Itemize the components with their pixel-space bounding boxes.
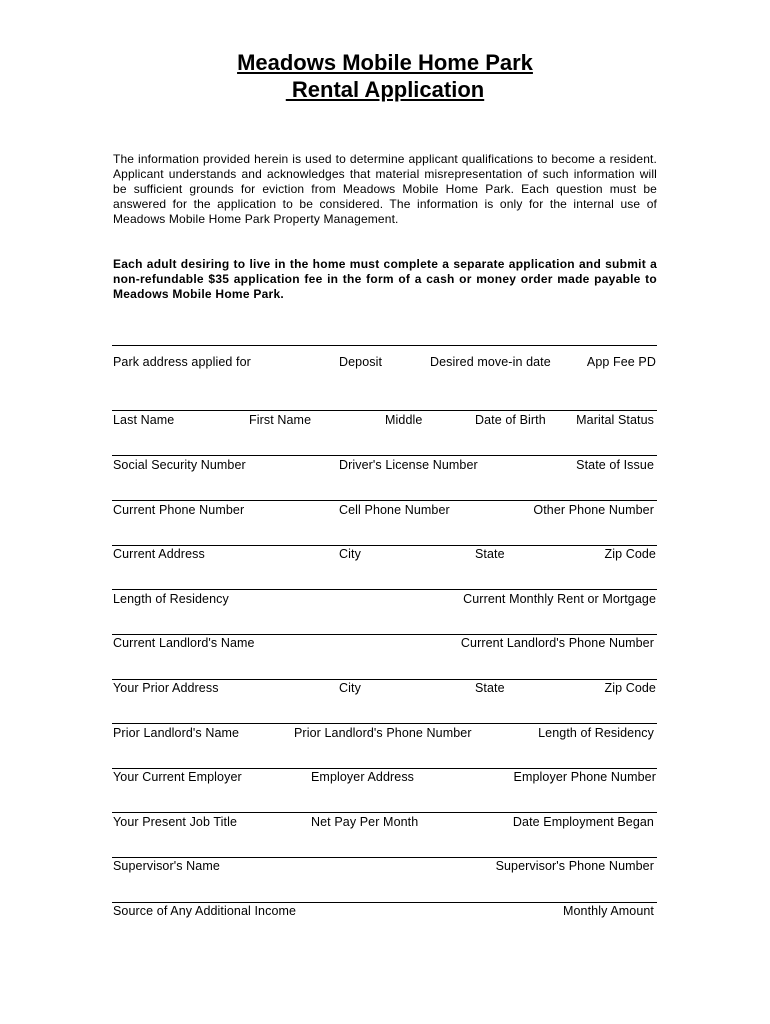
- label-monthly-amount: Monthly Amount: [562, 904, 654, 918]
- label-move-in-date: Desired move-in date: [430, 355, 551, 369]
- intro-paragraph: The information provided herein is used to determine applicant qualifications to become a resident. Applicant understands and acknowledges that material misrepresentation of such information will be sufficient grounds for eviction from Meadows Mobile Home Park. Each question must be answered for the application to be considered. The information is only for the internal use of Meadows Mobile Home Park Property Management.: [113, 152, 657, 226]
- label-marital-status: Marital Status: [576, 413, 654, 427]
- label-length-of-residency: Length of Residency: [113, 592, 229, 606]
- label-job-title: Your Present Job Title: [113, 815, 238, 829]
- label-state-of-issue: State of Issue: [576, 458, 654, 472]
- label-deposit: Deposit: [339, 355, 383, 369]
- field-line-park-address[interactable]: [112, 345, 657, 346]
- label-current-employer: Your Current Employer: [113, 770, 242, 784]
- label-additional-income: Source of Any Additional Income: [113, 904, 297, 918]
- label-zip-code: Zip Code: [604, 547, 656, 561]
- label-cell-phone: Cell Phone Number: [339, 503, 450, 517]
- field-line-phone[interactable]: [112, 500, 657, 501]
- label-employer-phone: Employer Phone Number: [513, 770, 656, 784]
- label-first-name: First Name: [249, 413, 312, 427]
- label-other-phone: Other Phone Number: [533, 503, 654, 517]
- label-prior-city: City: [339, 681, 361, 695]
- label-park-address: Park address applied for: [113, 355, 251, 369]
- field-line-supervisor[interactable]: [112, 857, 657, 858]
- form-subtitle: Rental Application: [285, 77, 485, 102]
- label-employment-began: Date Employment Began: [512, 815, 654, 829]
- field-line-job-title[interactable]: [112, 812, 657, 813]
- label-prior-state: State: [475, 681, 505, 695]
- field-line-prior-address[interactable]: [112, 679, 657, 680]
- label-supervisor-phone: Supervisor's Phone Number: [495, 859, 654, 873]
- label-monthly-rent: Current Monthly Rent or Mortgage: [463, 592, 656, 606]
- field-line-employer[interactable]: [112, 768, 657, 769]
- label-app-fee-pd: App Fee PD: [586, 355, 656, 369]
- label-current-landlord-name: Current Landlord's Name: [113, 636, 255, 650]
- fee-notice-paragraph: Each adult desiring to live in the home must complete a separate application and submit a non-refundable $35 application fee in the form of a cash or money order made payable to Meadows Mobile Home Park.: [113, 257, 657, 301]
- label-prior-landlord-name: Prior Landlord's Name: [113, 726, 240, 740]
- field-line-current-address[interactable]: [112, 545, 657, 546]
- label-current-address: Current Address: [113, 547, 205, 561]
- label-last-name: Last Name: [113, 413, 175, 427]
- label-ssn: Social Security Number: [113, 458, 246, 472]
- label-net-pay: Net Pay Per Month: [311, 815, 419, 829]
- label-middle: Middle: [385, 413, 423, 427]
- field-line-current-landlord[interactable]: [112, 634, 657, 635]
- field-line-additional-income[interactable]: [112, 902, 657, 903]
- label-prior-zip-code: Zip Code: [604, 681, 656, 695]
- label-city: City: [339, 547, 361, 561]
- label-supervisor-name: Supervisor's Name: [113, 859, 220, 873]
- field-line-residency[interactable]: [112, 589, 657, 590]
- label-drivers-license: Driver's License Number: [339, 458, 478, 472]
- label-prior-address: Your Prior Address: [113, 681, 219, 695]
- label-prior-landlord-phone: Prior Landlord's Phone Number: [294, 726, 472, 740]
- field-line-prior-landlord[interactable]: [112, 723, 657, 724]
- form-title: Meadows Mobile Home Park: [237, 50, 533, 75]
- label-current-phone: Current Phone Number: [113, 503, 245, 517]
- label-date-of-birth: Date of Birth: [475, 413, 546, 427]
- field-line-ssn[interactable]: [112, 455, 657, 456]
- label-prior-length-of-residency: Length of Residency: [538, 726, 654, 740]
- label-state: State: [475, 547, 505, 561]
- label-current-landlord-phone: Current Landlord's Phone Number: [460, 636, 654, 650]
- label-employer-address: Employer Address: [311, 770, 415, 784]
- field-line-name[interactable]: [112, 410, 657, 411]
